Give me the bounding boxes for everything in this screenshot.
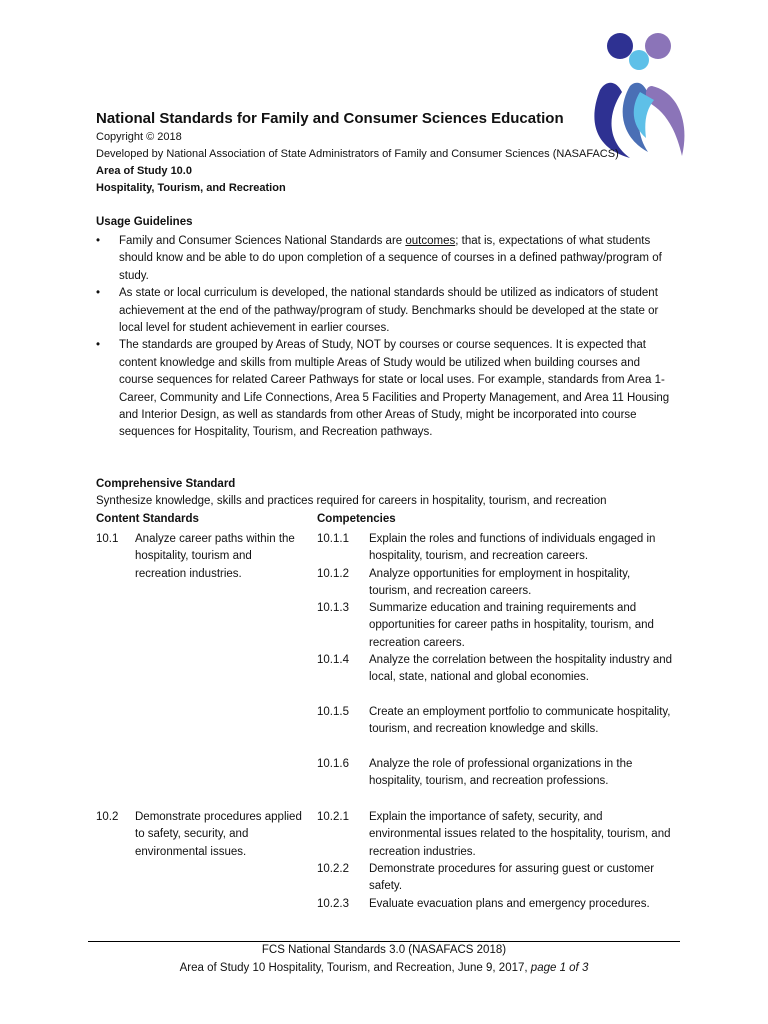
guideline-emphasis: outcomes xyxy=(405,235,456,247)
competency-number: 10.1.4 xyxy=(317,654,349,666)
competency-text: Analyze the correlation between the hospitality industry and local, state, national and global economies. xyxy=(369,654,673,684)
competency-number: 10.1.5 xyxy=(317,706,349,718)
competency-text: Summarize education and training requirements and opportunities for career paths in hospitality, tourism, and recreation careers. xyxy=(369,602,654,649)
area-name: Hospitality, Tourism, and Recreation xyxy=(96,182,286,194)
standard-text: Demonstrate procedures applied to safety, security, and environmental issues. xyxy=(135,811,302,858)
area-of-study: Area of Study 10.0 xyxy=(96,165,192,177)
competency-number: 10.1.6 xyxy=(317,758,349,770)
comprehensive-standard-heading: Comprehensive Standard xyxy=(96,478,236,490)
competency-text: Analyze opportunities for employment in hospitality, tourism, and recreation careers. xyxy=(369,568,631,598)
guideline-text-end: ; that is, expectations of what students should know and be able to do upon completion of a sequence of courses in a defined pathway/program of study. xyxy=(119,235,662,282)
competency-number: 10.2.2 xyxy=(317,863,349,875)
competency-number: 10.1.2 xyxy=(317,568,349,580)
guideline-item xyxy=(96,337,676,441)
standard-number: 10.2 xyxy=(96,811,119,823)
usage-guidelines-list xyxy=(96,233,676,442)
guideline-text: As state or local curriculum is developed, the national standards should be utilized as indicators of student achievement at the end of the pathway/program of study. Benchmarks should be developed at the state or local level for student achievement in earlier courses. xyxy=(119,287,659,335)
competency-text: Demonstrate procedures for assuring guest or customer safety. xyxy=(369,863,655,893)
developed-by: Developed by National Association of State Administrators of Family and Consumer Sciences (NASAFACS) xyxy=(96,148,619,160)
footer-line-1: FCS National Standards 3.0 (NASAFACS 2018) xyxy=(261,944,507,956)
competency-text: Explain the roles and functions of individuals engaged in hospitality, tourism, and recreation careers. xyxy=(369,533,656,563)
copyright: Copyright © 2018 xyxy=(96,131,182,143)
usage-guidelines-heading: Usage Guidelines xyxy=(96,216,193,228)
standard-number: 10.1 xyxy=(96,533,119,545)
guideline-text: Family and Consumer Sciences National Standards are xyxy=(119,235,406,247)
content-standards-header: Content Standards xyxy=(96,513,199,525)
competency-text: Evaluate evacuation plans and emergency procedures. xyxy=(369,898,650,910)
guideline-item xyxy=(96,233,676,285)
page-number: page 1 of 3 xyxy=(530,962,589,974)
footer-divider xyxy=(88,941,680,942)
standard-text: Analyze career paths within the hospitality, tourism and recreation industries. xyxy=(135,533,295,580)
page-title: National Standards for Family and Consumer Sciences Education xyxy=(96,110,564,127)
competency-text: Explain the importance of safety, security, and environmental issues related to the hospitality, tourism, and recreation industries. xyxy=(369,811,671,858)
guideline-item xyxy=(96,285,676,337)
footer-area-text: Area of Study 10 Hospitality, Tourism, and Recreation, June 9, 2017, xyxy=(179,962,528,974)
footer-line-2 xyxy=(0,962,768,974)
family-figures-logo-icon xyxy=(586,30,696,160)
comprehensive-standard-text: Synthesize knowledge, skills and practices required for careers in hospitality, tourism, and recreation xyxy=(96,495,607,507)
competency-number: 10.1.3 xyxy=(317,602,349,614)
competencies-header: Competencies xyxy=(317,513,396,525)
competency-number: 10.1.1 xyxy=(317,533,349,545)
competency-text: Analyze the role of professional organizations in the hospitality, tourism, and recreation professions. xyxy=(369,758,633,788)
competency-text: Create an employment portfolio to communicate hospitality, tourism, and recreation knowledge and skills. xyxy=(369,706,671,736)
competency-number: 10.2.1 xyxy=(317,811,349,823)
guideline-text: The standards are grouped by Areas of Study, NOT by courses or course sequences. It is expected that content knowledge and skills from multiple Areas of Study would be utilized when building courses and course sequences for related Career Pathways for state or local uses. For example, standards from Area 1-Career, Community and Life Connections, Area 5 Facilities and Property Management, and Area 11 Housing and Interior Design, as well as standards from other Areas of Study, might be incorporated into course sequences for Hospitality, Tourism, and Recreation pathways. xyxy=(119,339,670,439)
competency-number: 10.2.3 xyxy=(317,898,349,910)
